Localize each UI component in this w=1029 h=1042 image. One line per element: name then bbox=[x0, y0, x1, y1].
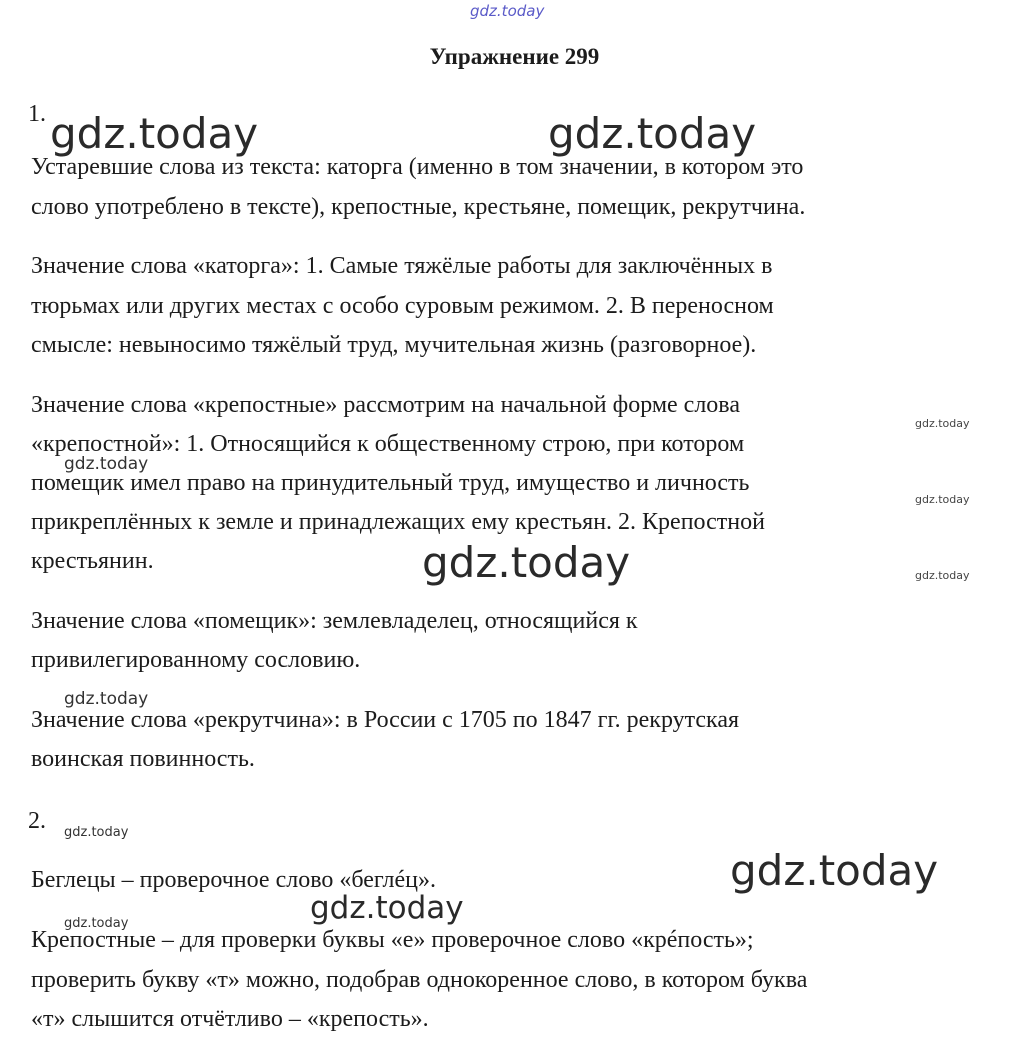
text-line: Значение слова «рекрутчина»: в России с 1705 по 1847 гг. рекрутская bbox=[31, 707, 740, 733]
text-line: «т» слышится отчётливо – «крепость». bbox=[31, 1006, 429, 1032]
text-line: слово употреблено в тексте), крепостные, крестьяне, помещик, рекрутчина. bbox=[31, 194, 806, 220]
watermark-large: gdz.today bbox=[422, 538, 631, 587]
watermark-small: gdz.today bbox=[64, 825, 129, 840]
part-number: 2. bbox=[28, 808, 46, 834]
watermark-large: gdz.today bbox=[50, 109, 259, 158]
text-line: прикреплённых к земле и принадлежащих ему крестьян. 2. Крепостной bbox=[31, 509, 765, 535]
text-line: крестьянин. bbox=[31, 548, 154, 574]
part-number: 1. bbox=[28, 101, 46, 127]
text-line: Значение слова «крепостные» рассмотрим на начальной форме слова bbox=[31, 392, 740, 418]
watermark-large: gdz.today bbox=[548, 109, 757, 158]
text-line: Значение слова «помещик»: землевладелец, относящийся к bbox=[31, 608, 638, 634]
watermark-medium: gdz.today bbox=[310, 890, 464, 926]
text-line: воинская повинность. bbox=[31, 746, 255, 772]
text-line: Значение слова «каторга»: 1. Самые тяжёлые работы для заключённых в bbox=[31, 253, 773, 279]
watermark-small: gdz.today bbox=[64, 689, 149, 709]
text-line: смысле: невыносимо тяжёлый труд, мучительная жизнь (разговорное). bbox=[31, 332, 757, 358]
watermark-top: gdz.today bbox=[470, 2, 545, 20]
text-line: Беглецы – проверочное слово «беглéц». bbox=[31, 867, 437, 893]
text-line: «крепостной»: 1. Относящийся к общественному строю, при котором bbox=[31, 431, 745, 457]
text-line: Устаревшие слова из текста: каторга (именно в том значении, в котором это bbox=[31, 154, 804, 180]
text-line: Крепостные – для проверки буквы «е» проверочное слово «крéпость»; bbox=[31, 927, 754, 953]
watermark-small: gdz.today bbox=[64, 916, 129, 931]
exercise-title: Упражнение 299 bbox=[429, 44, 600, 69]
text-line: привилегированному сословию. bbox=[31, 647, 361, 673]
watermark-tiny: gdz.today bbox=[915, 417, 970, 430]
watermark-tiny: gdz.today bbox=[915, 493, 970, 506]
text-line: тюрьмах или других местах с особо суровым режимом. 2. В переносном bbox=[31, 293, 774, 319]
watermark-large: gdz.today bbox=[730, 846, 939, 895]
watermark-tiny: gdz.today bbox=[915, 569, 970, 582]
text-line: проверить букву «т» можно, подобрав однокоренное слово, в котором буква bbox=[31, 967, 808, 993]
text-line: помещик имел право на принудительный труд, имущество и личность bbox=[31, 470, 750, 496]
watermark-small: gdz.today bbox=[64, 454, 149, 474]
